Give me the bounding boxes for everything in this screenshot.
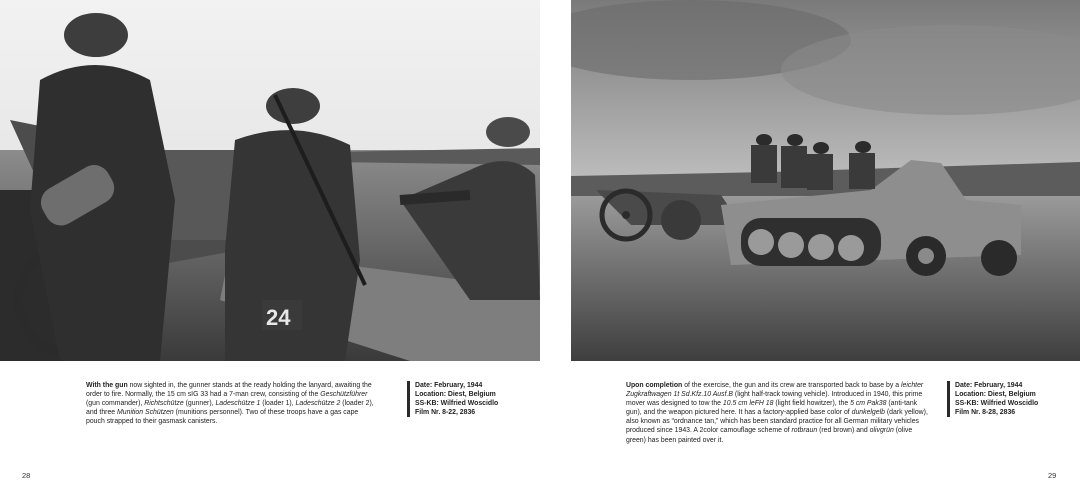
meta-date: Date: February, 1944 bbox=[955, 382, 1023, 389]
caption-lead: Upon completion bbox=[626, 382, 683, 389]
photo-metadata-right bbox=[947, 381, 1065, 417]
meta-location: Location: Diest, Belgium bbox=[415, 391, 496, 399]
meta-photographer: SS-KB: Wilfried Woscidlo bbox=[415, 400, 499, 408]
meta-date: Date: February, 1944 bbox=[415, 382, 483, 389]
page-number-right: 29 bbox=[1048, 471, 1057, 480]
photo-gun-crew bbox=[0, 0, 540, 361]
meta-location: Location: Diest, Belgium bbox=[955, 391, 1036, 399]
photo-metadata-left bbox=[407, 381, 515, 417]
page-number-left: 28 bbox=[22, 471, 31, 480]
caption-right: Upon completion of the exercise, the gun and its crew are transported back to base by a leichter Zugkraftwagen 1t Sd.Kfz.10 Ausf.B (light half-track towing vehicle). Introduced in 1940, this prime mover was designed to tow the 10.5 cm leFH 18 (light field howitzer), the 5 cm Pak38 (anti-tank gun), and the weapon pictured here. It has a factory-applied base color of dunkelgelb (dark yellow), also known as “ordnance tan,” which has been standard practice for all German military vehicles produced since 1943. A 2color camouflage scheme of rotbraun (red brown) and olivgrün (olive green) has been painted over it. bbox=[626, 382, 928, 444]
meta-photographer: SS-KB: Wilfried Woscidlo bbox=[955, 400, 1039, 408]
photo-halftrack bbox=[571, 0, 1080, 361]
gun-marking: 24 bbox=[266, 305, 291, 330]
meta-film: Film Nr. 8-28, 2836 bbox=[955, 409, 1016, 417]
meta-film: Film Nr. 8-22, 2836 bbox=[415, 409, 476, 417]
caption-left: With the gun now sighted in, the gunner stands at the ready holding the lanyard, awaiting the order to fire. Normally, the 15 cm sIG 33 had a 7-man crew, consisting of the Geschützführer (gun commander), Richtschütze (gunner), Ladeschütze 1 (loader 1), Ladeschütze 2 (loader 2), and three Munition Schützen (munitions personnel). Two of these troops have a gas cape pouch strapped to their gasmask canisters. bbox=[86, 382, 374, 426]
caption-lead: With the gun bbox=[86, 382, 128, 389]
